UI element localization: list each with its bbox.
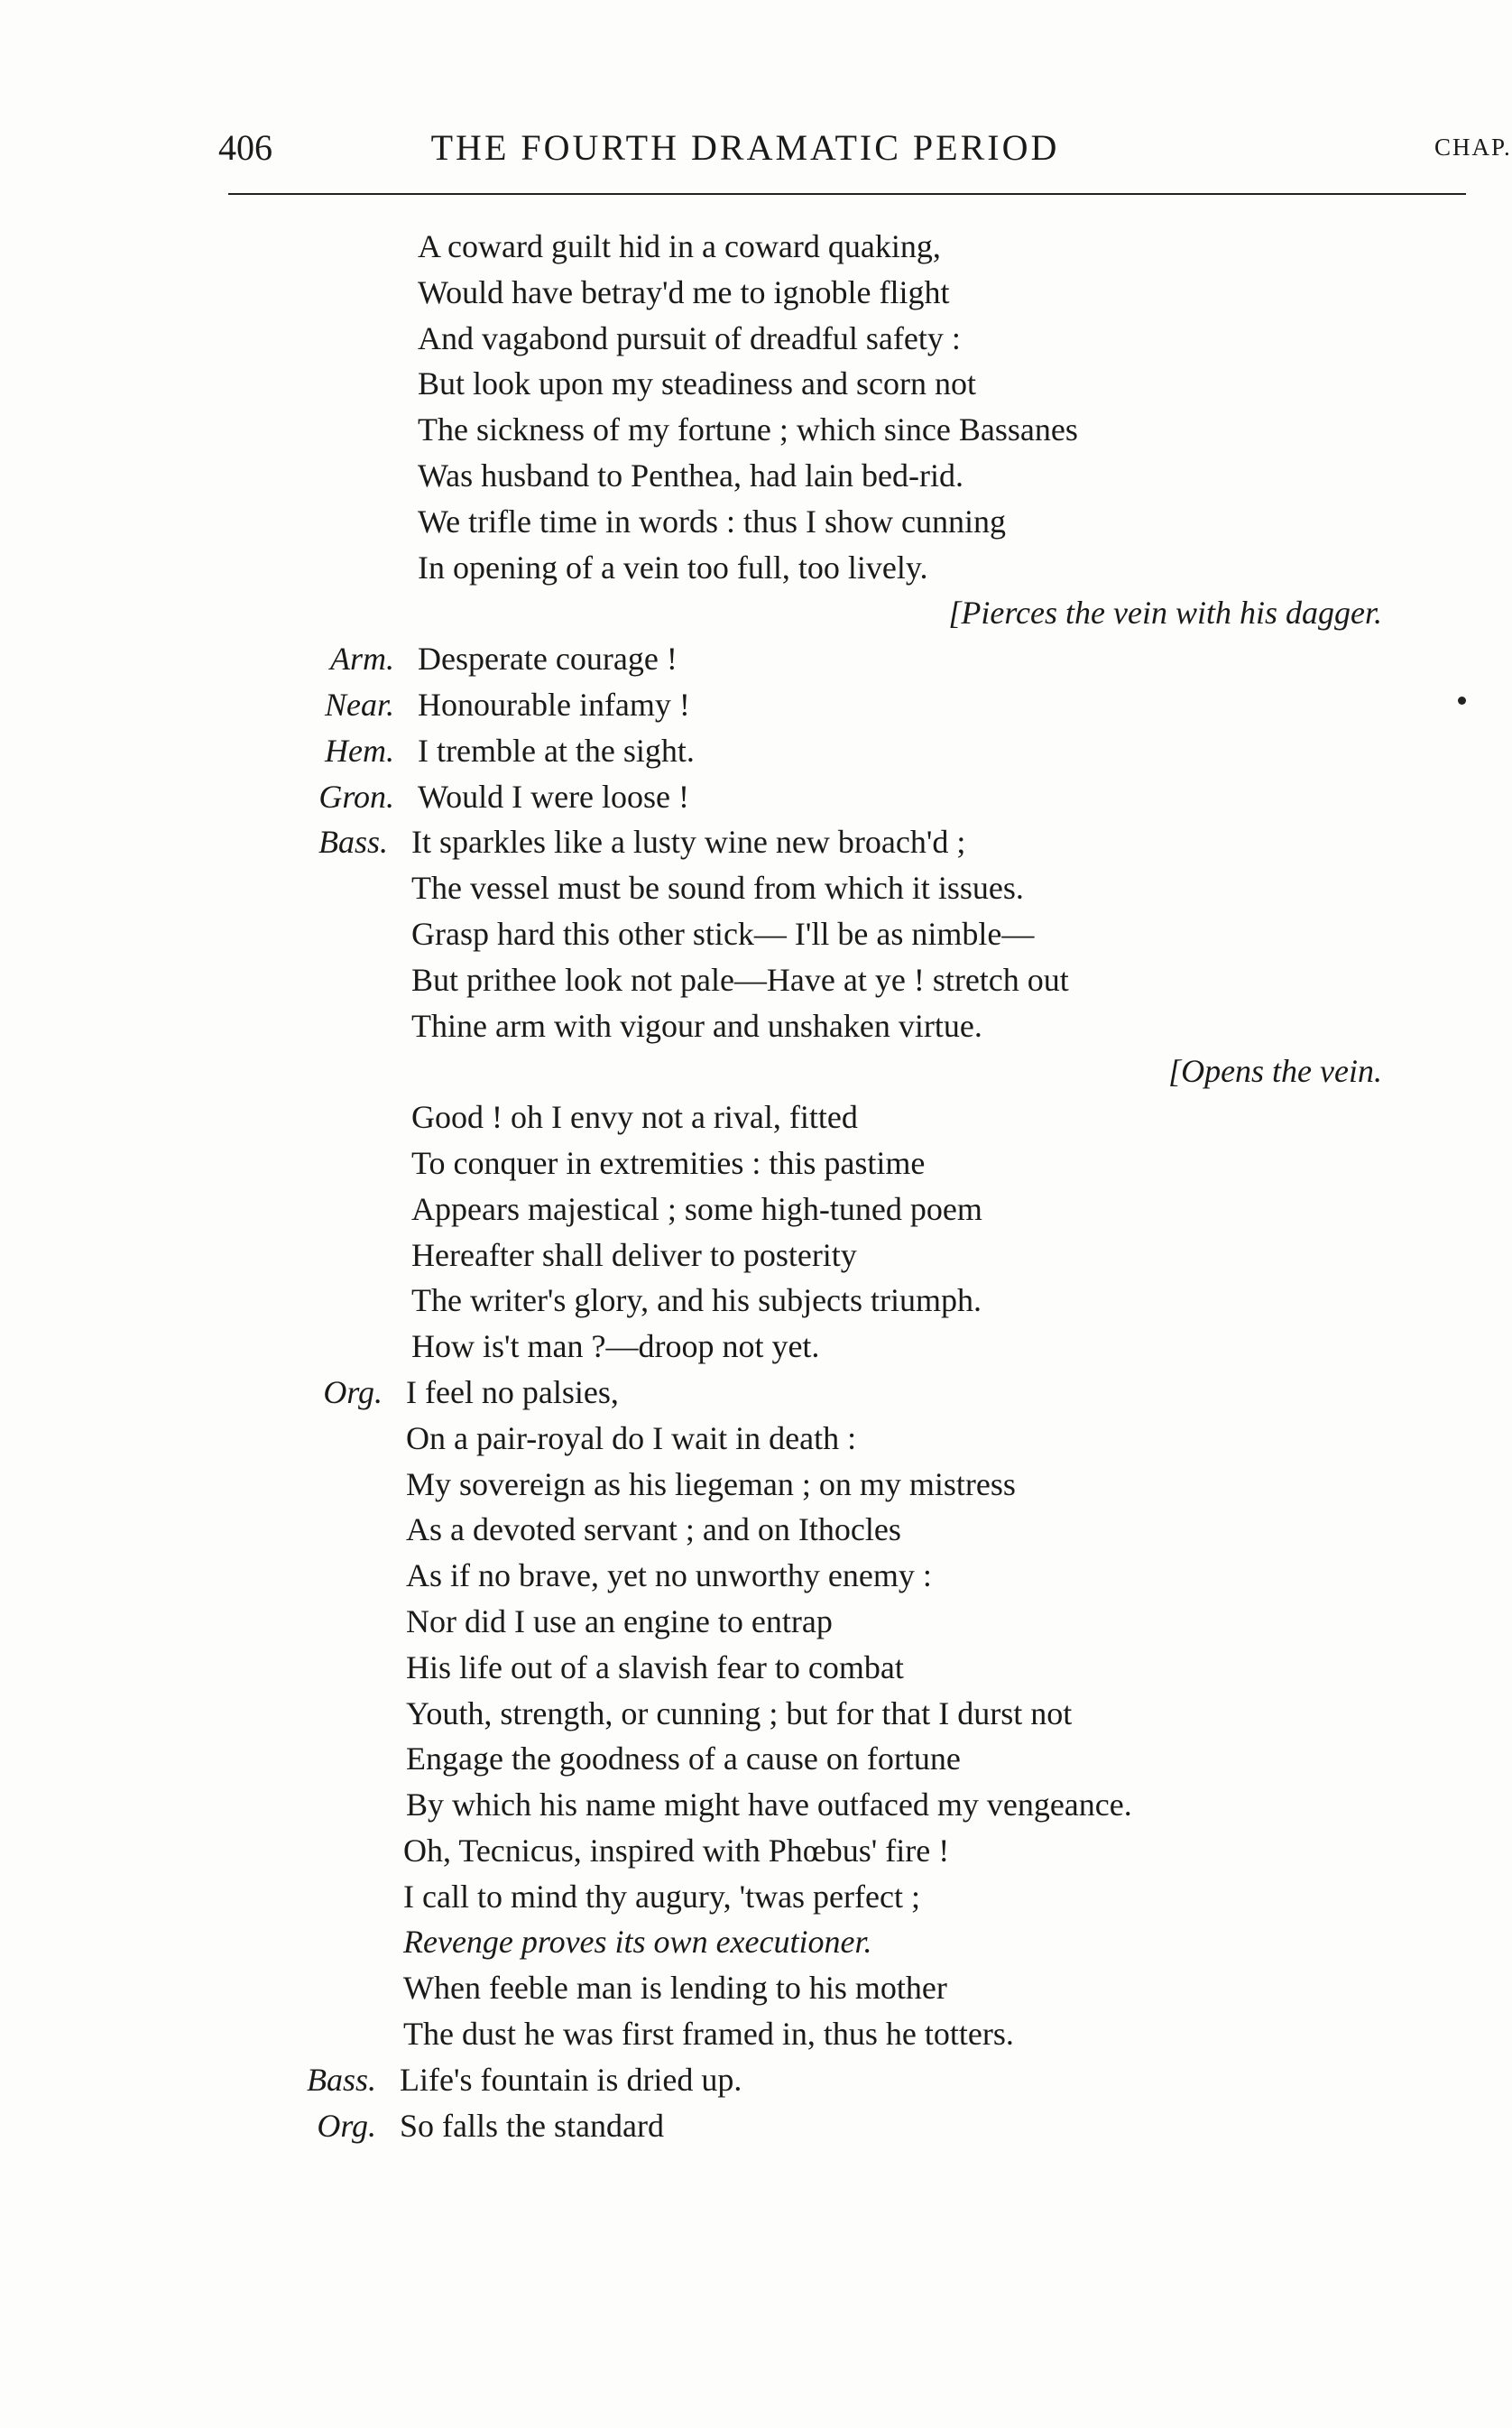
speaker-label: Org. (323, 1373, 383, 1410)
verse-line (0, 819, 1490, 865)
verse-text-line: A coward guilt hid in a coward quaking, (418, 228, 941, 264)
verse-text-line: Grasp hard this other stick— I'll be as nimble— (411, 915, 1035, 952)
verse-text-line: Thine arm with vigour and unshaken virtue. (411, 1007, 982, 1044)
verse-text-line: Desperate courage ! (418, 641, 678, 678)
verse-text-line: Hereafter shall deliver to posterity (411, 1236, 857, 1273)
verse-line (0, 682, 1490, 728)
verse-text-line: I feel no palsies, (406, 1373, 619, 1410)
stage-direction-line (0, 590, 1490, 636)
verse-text-line: It sparkles like a lusty wine new broach'd ; (411, 824, 966, 861)
verse-line (0, 1462, 1490, 1508)
verse-line (0, 1507, 1490, 1553)
verse-text-line: I tremble at the sight. (418, 732, 695, 769)
verse-text-line: The writer's glory, and his subjects triumph. (411, 1282, 982, 1319)
verse-text-line: But look upon my steadiness and scorn not (418, 365, 976, 402)
verse-text-line: The sickness of my fortune ; which since Bassanes (418, 411, 1078, 448)
stage-direction: [Pierces the vein with his dagger. (948, 595, 1382, 632)
verse-line (0, 1324, 1490, 1370)
verse-line (0, 1416, 1490, 1462)
verse-text-line: So falls the standard (400, 2107, 664, 2144)
verse-line (0, 2011, 1490, 2057)
speaker-label: Bass. (306, 2061, 376, 2098)
verse-line (0, 1232, 1490, 1279)
verse-line (0, 774, 1490, 820)
verse-text-line: And vagabond pursuit of dreadful safety : (418, 319, 961, 356)
stage-direction: [Opens the vein. (1168, 1053, 1382, 1090)
verse-text-line: As a devoted servant ; and on Ithocles (406, 1511, 901, 1548)
verse-text-line: My sovereign as his liegeman ; on my mistress (406, 1465, 1016, 1502)
verse-line (0, 1186, 1490, 1232)
verse-line (0, 1874, 1490, 1920)
verse-text-line: To conquer in extremities : this pastime (411, 1144, 926, 1181)
verse-line (0, 1828, 1490, 1874)
header-rule (228, 193, 1466, 195)
verse-text-line: In opening of a vein too full, too lively. (418, 549, 928, 586)
verse-line (0, 1691, 1490, 1737)
verse-text (0, 224, 1490, 2148)
verse-line (0, 865, 1490, 911)
verse-text-line: As if no brave, yet no unworthy enemy : (406, 1557, 932, 1594)
verse-line (0, 1645, 1490, 1691)
verse-text-line: Was husband to Penthea, had lain bed-rid. (418, 457, 963, 494)
verse-text-line: The vessel must be sound from which it issues. (411, 870, 1024, 907)
verse-text-line: Honourable infamy ! (418, 686, 690, 723)
verse-line (0, 911, 1490, 957)
verse-text-line: On a pair-royal do I wait in death : (406, 1419, 857, 1456)
speaker-label: Bass. (318, 824, 388, 861)
verse-line (0, 1140, 1490, 1186)
verse-text-line: Appears majestical ; some high-tuned poem (411, 1190, 982, 1227)
page-header (0, 0, 1512, 208)
verse-line (0, 270, 1490, 316)
speaker-label: Near. (324, 686, 394, 723)
verse-text-line: I call to mind thy augury, 'twas perfect ; (403, 1878, 920, 1915)
verse-text-line: Life's fountain is dried up. (400, 2061, 742, 2098)
verse-line (0, 1965, 1490, 2011)
verse-line (0, 1782, 1490, 1828)
verse-text-line: Youth, strength, or cunning ; but for that I durst not (406, 1694, 1073, 1731)
verse-line (0, 453, 1490, 499)
verse-text-line: Would have betray'd me to ignoble flight (418, 273, 950, 310)
chapter-label: CHAP. (1434, 134, 1512, 161)
verse-line (0, 957, 1490, 1003)
verse-line (0, 1278, 1490, 1324)
verse-text-line: Nor did I use an engine to entrap (406, 1602, 833, 1639)
verse-text-line: Good ! oh I envy not a rival, fitted (411, 1099, 858, 1136)
verse-line (0, 2057, 1490, 2103)
verse-text-line: How is't man ?—droop not yet. (411, 1328, 820, 1365)
verse-text-line: Oh, Tecnicus, inspired with Phœbus' fire ! (403, 1832, 950, 1869)
speaker-label: Gron. (318, 778, 394, 815)
verse-text-line: The dust he was first framed in, thus he totters. (403, 2016, 1014, 2053)
margin-dot-mark (1458, 697, 1466, 705)
verse-line (0, 224, 1490, 270)
verse-text-line: Would I were loose ! (418, 778, 690, 815)
page-number: 406 (218, 127, 272, 168)
running-title: THE FOURTH DRAMATIC PERIOD (430, 127, 1060, 168)
verse-line (0, 1736, 1490, 1782)
stage-direction-line (0, 1048, 1490, 1094)
verse-line (0, 499, 1490, 545)
verse-line (0, 1553, 1490, 1599)
verse-line (0, 361, 1490, 407)
verse-text-line: But prithee look not pale—Have at ye ! stretch out (411, 961, 1069, 998)
speaker-label: Hem. (325, 732, 394, 769)
verse-line (0, 1919, 1490, 1965)
verse-text-line: By which his name might have outfaced my vengeance. (406, 1786, 1132, 1823)
verse-line (0, 2103, 1490, 2149)
verse-text-line: We trifle time in words : thus I show cunning (418, 503, 1007, 540)
verse-line (0, 1094, 1490, 1140)
verse-text-line: His life out of a slavish fear to combat (406, 1648, 904, 1685)
verse-text-line: Revenge proves its own executioner. (403, 1924, 872, 1961)
verse-text-line: Engage the goodness of a cause on fortune (406, 1740, 961, 1777)
verse-line (0, 728, 1490, 774)
verse-line (0, 407, 1490, 453)
verse-line (0, 1003, 1490, 1049)
verse-text-line: When feeble man is lending to his mother (403, 1970, 947, 2007)
verse-line (0, 316, 1490, 362)
speaker-label: Org. (317, 2107, 376, 2144)
verse-line (0, 1370, 1490, 1416)
verse-line (0, 545, 1490, 591)
verse-line (0, 1599, 1490, 1645)
verse-line (0, 636, 1490, 682)
speaker-label: Arm. (330, 641, 394, 678)
